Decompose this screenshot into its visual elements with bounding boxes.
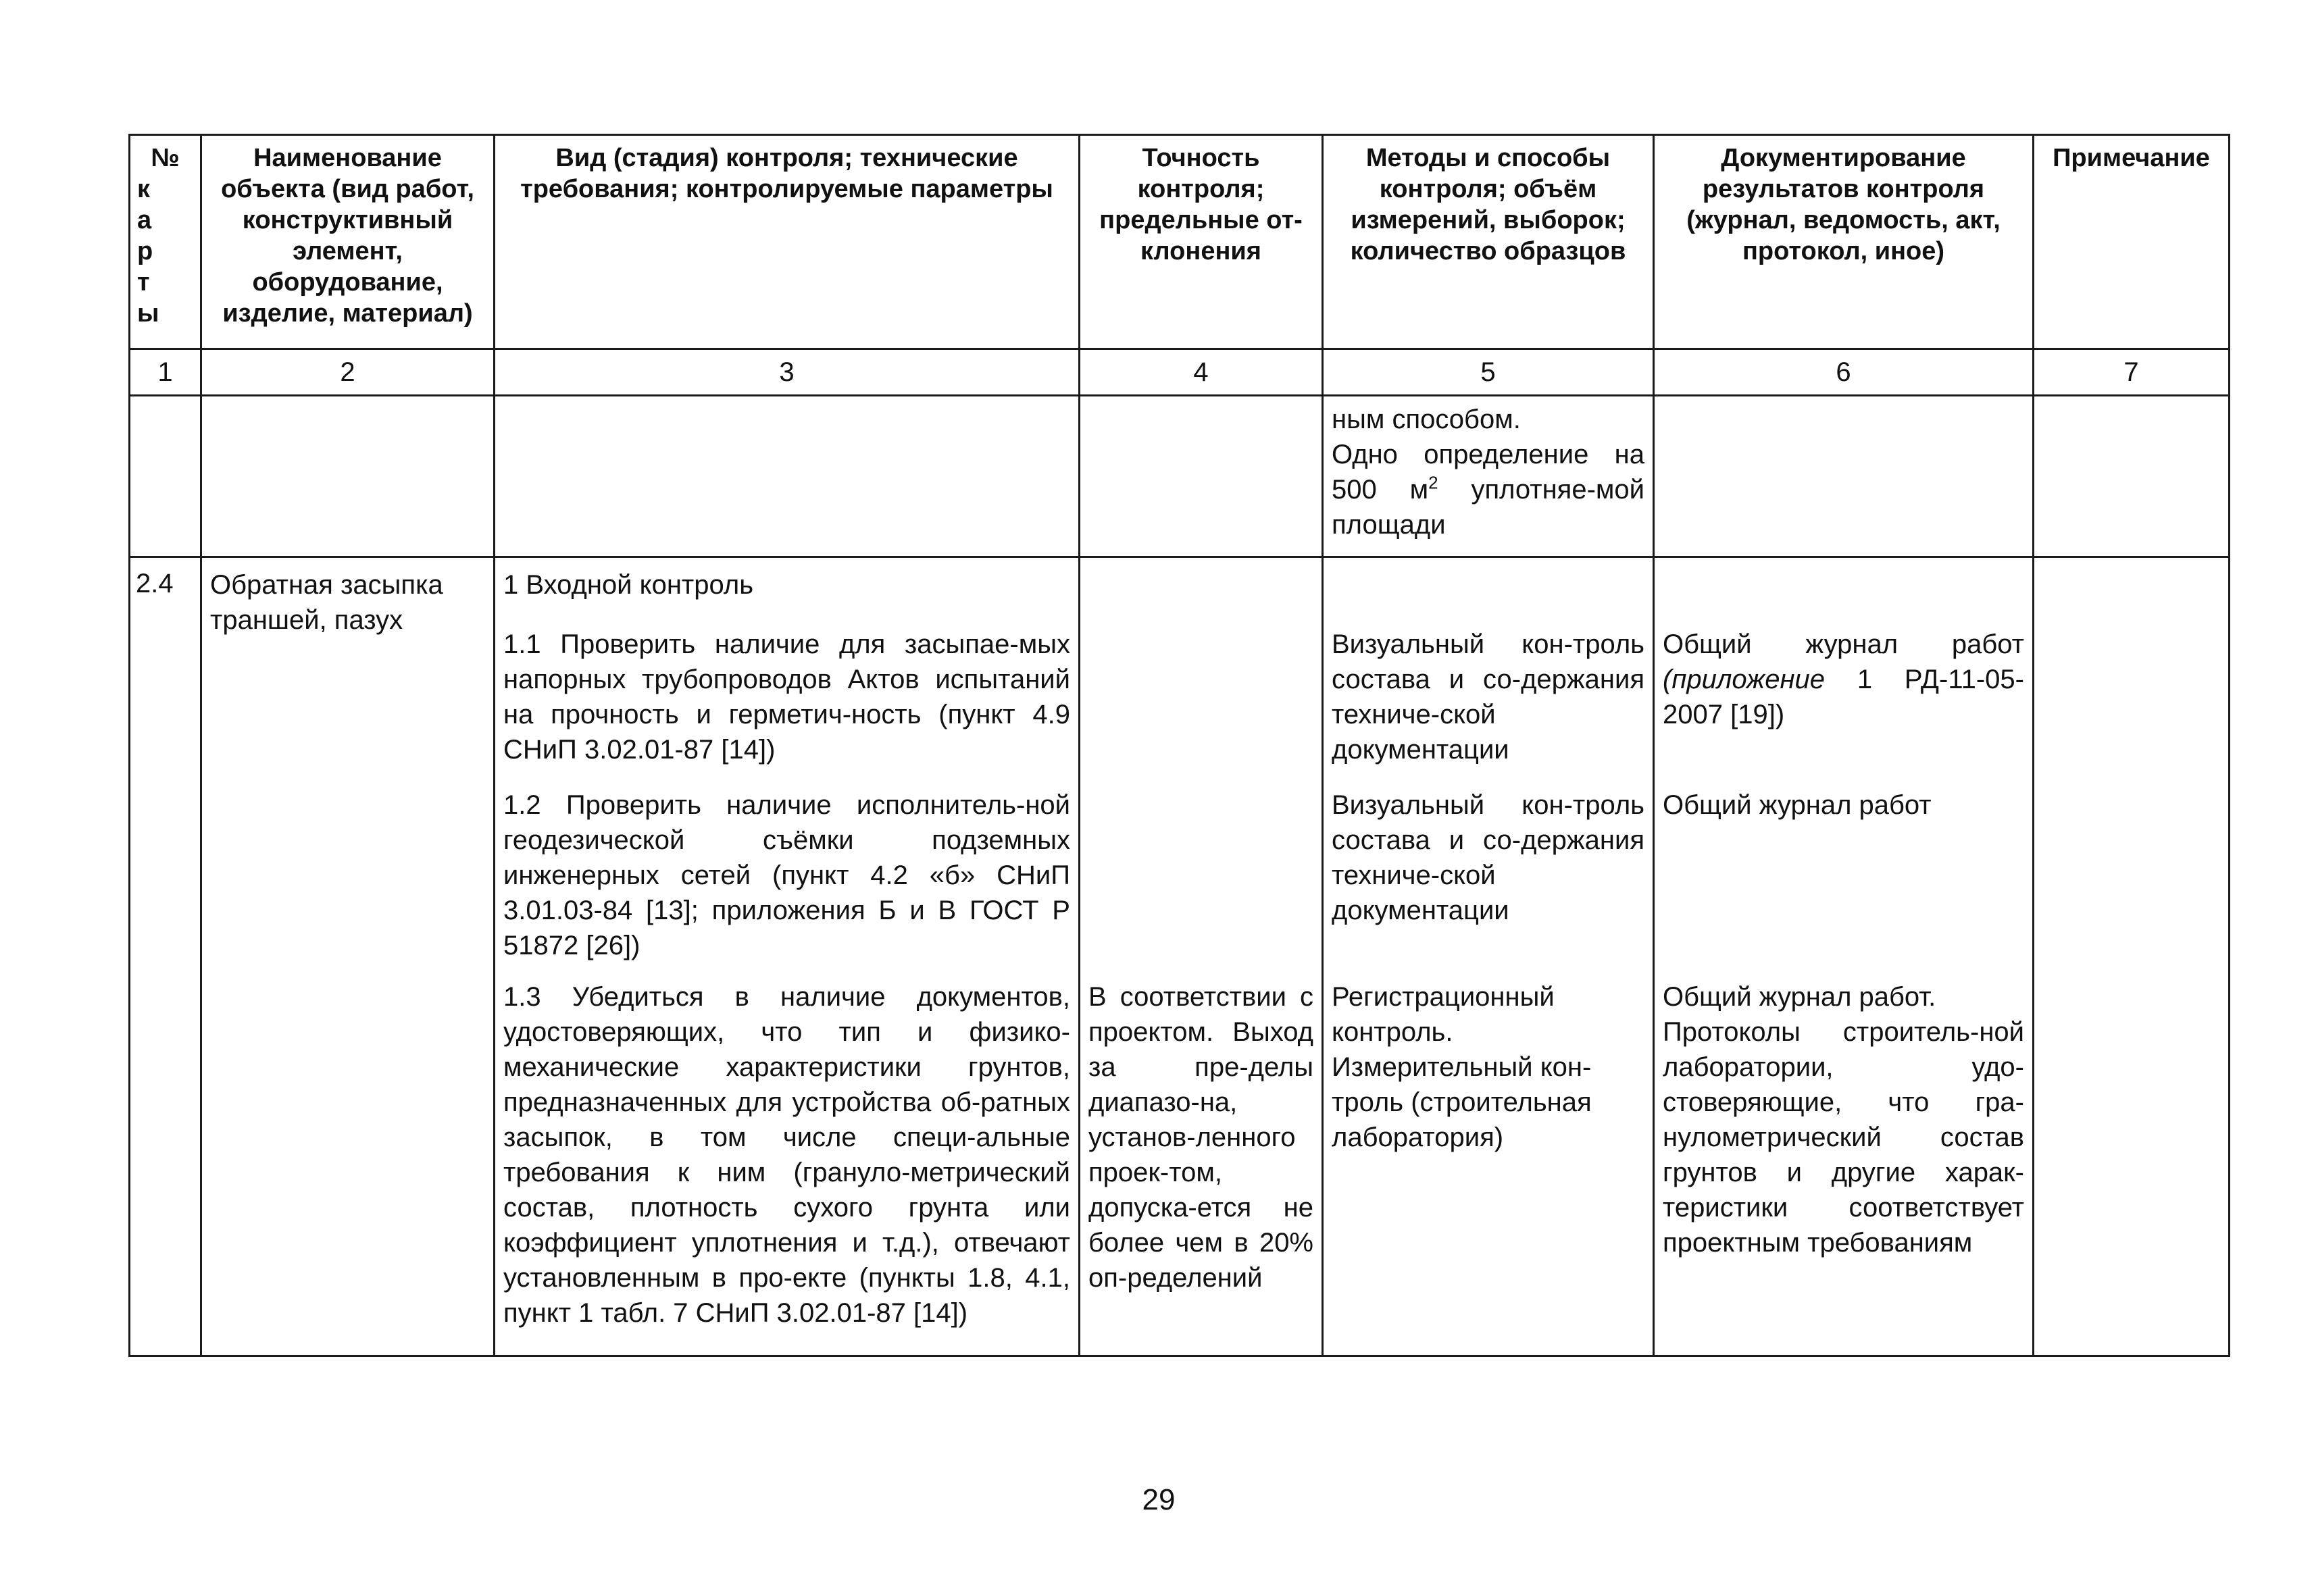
control-table: [128, 134, 2230, 1357]
continuation-method-cell: ным способом. Одно определение на 500 $м^2$ уплотняе-мой площади: [1323, 396, 1654, 557]
doc-text: Общий журнал работ: [1663, 790, 1932, 820]
column-number: 4: [1080, 349, 1323, 396]
header-row: [130, 135, 2230, 349]
header-col-control-type: Вид (стадия) контроля; технические требования; контролируемые параметры: [495, 135, 1080, 349]
methods-cell: [1323, 557, 1654, 1356]
requirement-item: 1.1 Проверить наличие для засыпае-мых напорных трубопроводов Актов испытаний на прочность и герметич-ность (пункт 4.9 СНиП 3.02.01-87 [14]): [503, 629, 1070, 765]
column-number: 5: [1323, 349, 1654, 396]
header-col-object: Наименование объекта (вид работ, конструктивный элемент, оборудование, изделие, материал): [201, 135, 495, 349]
doc-text: Общий журнал работ (приложение 1 РД-11-05-2007 [19]): [1663, 629, 2024, 729]
column-number: 3: [495, 349, 1080, 396]
header-col-documentation: Документирование результатов контроля (журнал, ведомость, акт, протокол, иное): [1654, 135, 2034, 349]
column-number: 7: [2034, 349, 2230, 396]
header-col-note: Примечание: [2034, 135, 2230, 349]
doc-text: Общий журнал работ.: [1663, 982, 1936, 1012]
stage-label: 1 Входной контроль: [503, 570, 754, 600]
header-col-accuracy: Точность контроля; предельные от-клонения: [1080, 135, 1323, 349]
column-number-row: [130, 349, 2230, 396]
method-text: Визуальный кон-троль состава и со-держания техниче-ской документации: [1332, 629, 1644, 765]
row-number-cell: 2.4: [130, 557, 201, 1356]
column-number: 6: [1654, 349, 2034, 396]
header-col-methods: Методы и способы контроля; объём измерений, выборок; количество образцов: [1323, 135, 1654, 349]
column-number: 1: [130, 349, 201, 396]
page-number: 29: [1142, 1483, 1176, 1516]
doc-text: Протоколы строитель-ной лаборатории, удо-стоверяющие, что гра-нулометрический состав грунтов и другие харак-теристики соответствует проектным требованиям: [1663, 1017, 2024, 1258]
method-text: Визуальный кон-троль состава и со-держания техниче-ской документации: [1332, 790, 1644, 925]
object-cell: Обратная засыпка траншей, пазух: [201, 557, 495, 1356]
header-col-number: № к а р т ы: [130, 135, 201, 349]
continuation-method-text: Одно определение на 500 $м^2$ уплотняе-мой площади: [1332, 440, 1644, 540]
table-row: [130, 557, 2230, 1356]
requirements-cell: [495, 557, 1080, 1356]
documentation-cell: [1654, 557, 2034, 1356]
accuracy-cell: [1080, 557, 1323, 1356]
continuation-row: [130, 396, 2230, 557]
accuracy-text: В соответствии с проектом. Выход за пре-делы диапазо-на, установ-ленного проек-том, допуска-ется не более чем в 20% оп-ределений: [1088, 982, 1313, 1293]
method-text: Регистрационный контроль.: [1332, 982, 1555, 1047]
method-text: Измерительный кон-троль (строительная лаборатория): [1332, 1052, 1592, 1152]
note-cell: [2034, 557, 2230, 1356]
column-number: 2: [201, 349, 495, 396]
requirement-item: 1.3 Убедиться в наличие документов, удостоверяющих, что тип и физико-механические характеристики грунтов, предназначенных для устройства об-ратных засыпок, в том числе специ-альные требования к ним (грануло-метрический состав, плотность сухого грунта или коэффициент уплотнения и т.д.), отвечают установленным в про-екте (пункты 1.8, 4.1, пункт 1 табл. 7 СНиП 3.02.01-87 [14]): [503, 982, 1070, 1328]
requirement-item: 1.2 Проверить наличие исполнитель-ной геодезической съёмки подземных инженерных сетей (пункт 4.2 «б» СНиП 3.01.03-84 [13]; приложения Б и В ГОСТ Р 51872 [26]): [503, 790, 1070, 960]
